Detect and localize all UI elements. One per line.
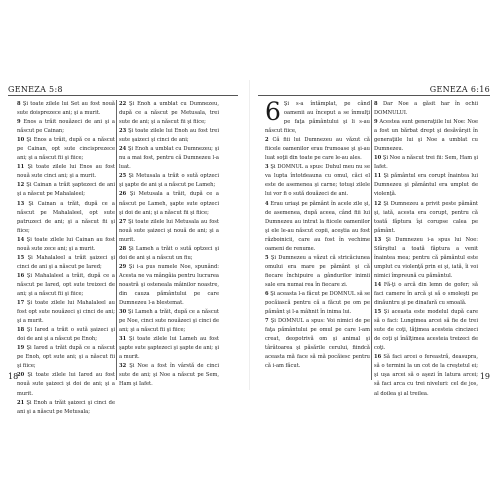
verse-text: Că fiii lui Dumnezeu au văzut că fiicele oamenilor erau frumoase şi şi-au luat soţii din toate pe care le-au ales.: [265, 137, 370, 162]
verse-number: 27: [119, 218, 127, 225]
verse: [119, 308, 219, 335]
verse: [374, 172, 478, 199]
verse: [119, 263, 219, 308]
verse-number: 32: [119, 363, 127, 370]
verse-number: 24: [119, 146, 127, 153]
verse: [17, 181, 115, 199]
verse-text: Şi Mahalaleel a trăit şaizeci şi cinci de ani şi a născut pe Iared;: [17, 254, 115, 270]
verse: [119, 218, 219, 245]
verse-text: Şi toate zilele lui Cainan au fost nouă sute zece ani; şi a murit.: [17, 236, 115, 252]
verse: [17, 299, 115, 326]
verse: [17, 399, 115, 417]
verse-text: Să faci arcei o fereastră, deasupra, să o termini la un cot de la creştetul ei; şi uşa arcei să o aşezi în latura arcei; să faci arca cu trei niveluri: cel de jos, al doilea şi al treilea.: [374, 354, 479, 397]
verse-text: Şi Lameh a trăit o sută optzeci şi doi de ani şi a născut un fiu;: [119, 245, 219, 261]
verse: [374, 308, 478, 353]
right-page: [250, 0, 500, 500]
verse-number: 18: [17, 327, 25, 334]
verse-text: Şi DOMNUL a spus: Voi nimici de pe faţa pământului pe omul pe care l-am creat, deopotrivă om şi animal şi târâtoarea şi păsările cerului, fiindcă aceasta mă face să mă pocăiesc pentru că i-am făcut.: [265, 318, 370, 370]
verse-number: 14: [374, 281, 382, 288]
verse-text: Şi Iared a trăit o sută şaizeci şi doi de ani şi a născut pe Enoh;: [17, 327, 115, 343]
verse-text: Şi Noe a născut trei fii: Sem, Ham şi Iafet.: [374, 155, 479, 171]
verse: [17, 326, 115, 344]
verse-text: Şi i-a pus numele Noe, spunând: Acesta ne va mângâia pentru lucrarea noastră şi osteneala mâinilor noastre, din cauza pământului pe care Dumnezeu l-a blestemat.: [119, 263, 219, 307]
verse-text: Şi Enoh a trăit şaizeci şi cinci de ani şi a născut pe Metusala;: [17, 399, 115, 415]
verse-number: 30: [119, 309, 127, 316]
verse-number: 2: [265, 137, 269, 144]
verse: [265, 200, 370, 254]
verse-number: 6: [265, 290, 269, 297]
verse-text: Şi Cainan a trăit şaptezeci de ani şi a născut pe Mahalaleel;: [17, 182, 116, 198]
verse-text: Şi toate zilele lui Enos au fost nouă sute cinci ani; şi a murit.: [17, 164, 115, 180]
verse-number: 13: [17, 200, 25, 207]
verse-text: Şi Metusala a trăit o sută optzeci şi şapte de ani şi a născut pe Lameh;: [119, 173, 220, 189]
verse-number: 3: [265, 164, 269, 171]
verse-text: Acestea sunt generaţiile lui Noe: Noe a fost un bărbat drept şi desăvârşit în generaţiile lui şi Noe a umblat cu Dumnezeu.: [374, 119, 479, 153]
verse-number: 29: [119, 263, 127, 270]
verse-number: 13: [374, 236, 382, 243]
verse-text: Şi toate zilele lui Lameh au fost şapte sute şaptezeci şi şapte de ani; şi a murit.: [119, 336, 219, 361]
verse: [119, 172, 219, 190]
verse-text: Şi toate zilele lui Metusala au fost nouă sute şaizeci şi nouă de ani; şi a murit.: [119, 218, 219, 243]
verse: [119, 100, 219, 127]
verse-number: 4: [265, 200, 269, 207]
verse-text: Şi Noe a fost în vârstă de cinci sute de ani; şi Noe a născut pe Sem, Ham şi Iafet.: [119, 363, 219, 388]
verse-text: Şi Cainan a trăit, după ce a născut pe Mahalaleel, opt sute patruzeci de ani; şi a născut fii şi fiice;: [17, 200, 115, 234]
verse: [374, 236, 478, 281]
verse: [119, 362, 219, 389]
verse-text: Şi toate zilele lui Set au fost nouă sute doisprezece ani; şi a murit.: [17, 101, 115, 117]
verse: [119, 190, 219, 217]
verse: [374, 353, 478, 398]
running-header: GENEZA 5:8: [8, 85, 63, 94]
verse-number: 25: [119, 173, 127, 180]
verse-number: 31: [119, 336, 127, 343]
verse-number: 12: [374, 200, 382, 207]
verse-text: Şi Enos a trăit, după ce a născut pe Cainan, opt sute cincisprezece ani; şi a născut fii şi fiice;: [17, 137, 115, 162]
verse-text: Fă-ţi o arcă din lemn de gofer; să faci camere în arcă şi să o smoleşti pe dinăuntru şi pe dinafară cu smoală.: [374, 281, 478, 307]
verse-text: Şi toate zilele lui Mahalaleel au fost opt sute nouăzeci şi cinci de ani; şi a murit.: [17, 300, 115, 325]
text-column-2: [119, 100, 220, 388]
verse: [17, 371, 115, 398]
verse-number: 22: [119, 101, 127, 107]
verse-text: Erau uriaşi pe pământ în acele zile şi, de asemenea, după aceea, când fiii lui Dumnezeu au intrat la fiicele oamenilor şi ele le-au născut copii, aceştia au fost războinicii, care au fost în vechime oameni de renume.: [265, 200, 370, 252]
verse-number: 28: [119, 245, 127, 252]
verse: [17, 118, 115, 136]
verse-number: 10: [17, 137, 25, 144]
verse: [374, 200, 478, 236]
verse-text: Şi s-a întâmplat, pe când oamenii au început a se înmulţi pe faţa pământului şi li s-au născut fiice,: [265, 101, 370, 135]
verse-number: 14: [17, 236, 25, 243]
text-column-1: [265, 97, 370, 385]
verse: [17, 344, 115, 371]
verse-text: Şi Metusala a trăit, după ce a născut pe Lameh, şapte sute optzeci şi doi de ani; şi a născut fii şi fiice;: [119, 191, 219, 216]
verse: [17, 163, 115, 181]
verse-text: Şi pământul era corupt înaintea lui Dumnezeu şi pământul era umplut de violenţă.: [374, 173, 478, 198]
verse-number: 11: [374, 173, 382, 180]
verse-number: 8: [374, 101, 378, 107]
verse-number: 12: [17, 182, 25, 189]
verse: [17, 254, 115, 272]
verse-number: 9: [17, 119, 21, 126]
verse-number: 21: [17, 399, 25, 406]
verse-text: Şi toate zilele lui Enoh au fost trei sute şaizeci şi cinci de ani;: [119, 128, 219, 144]
verse-number: 10: [374, 155, 382, 162]
verse: [119, 127, 219, 145]
verse-text: Şi Mahalaleel a trăit, după ce a născut pe Iared, opt sute treizeci de ani; şi a născut fii şi fiice;: [17, 272, 115, 297]
verse: [374, 100, 478, 118]
running-header: GENEZA 6:16: [429, 85, 490, 94]
verse: [17, 272, 115, 299]
verse-text: Şi Enoh a umblat cu Dumnezeu; şi nu a mai fost, pentru că Dumnezeu l-a luat.: [119, 146, 219, 171]
verse: [265, 290, 370, 317]
verse: [265, 136, 370, 163]
verse-number: 15: [17, 254, 25, 261]
page-number: 18: [8, 372, 19, 381]
verse-number: 26: [119, 191, 127, 198]
verse-number: 16: [17, 272, 25, 279]
verse-number: 8: [17, 101, 21, 107]
verse: [119, 145, 219, 172]
verse-number: 16: [374, 354, 382, 361]
page-number: 19: [479, 372, 490, 381]
verse: [119, 335, 219, 362]
verse: [17, 100, 115, 118]
verse: [17, 200, 115, 236]
verse-text: Şi Lameh a trăit, după ce a născut pe Noe, cinci sute nouăzeci şi cinci de ani; şi a născut fii şi fiice;: [119, 309, 219, 334]
verse-number: 15: [374, 309, 382, 316]
verse-text: Şi Dumnezeu a privit peste pământ şi, iată, acesta era corupt, pentru că toată făptura îşi corupse calea pe pământ.: [374, 200, 478, 234]
verse-number: 5: [265, 254, 269, 261]
verse-text: Dar Noe a găsit har în ochii DOMNULUI.: [374, 101, 478, 117]
verse-number: 17: [17, 300, 25, 307]
header-rule: [258, 95, 490, 96]
verse: [17, 236, 115, 254]
text-column-2: [374, 100, 479, 397]
verse-text: Şi aceasta este modelul după care să o faci: Lungimea arcei să fie de trei sute de coţi, lăţimea acesteia cincizeci de coţi şi înălţimea acesteia treizeci de coţi.: [374, 309, 479, 352]
column-divider: [116, 100, 117, 380]
verse-number: 23: [119, 128, 127, 135]
verse-text: Şi Iared a trăit după ce a născut pe Enoh, opt sute ani; şi a născut fii şi fiice;: [17, 345, 115, 370]
verse: [374, 154, 478, 172]
verse: [374, 281, 478, 308]
chapter-number: 6: [265, 97, 281, 126]
verse-number: 7: [265, 318, 269, 325]
verse: [119, 245, 219, 263]
verse: [265, 317, 370, 371]
verse: [17, 136, 115, 163]
verse: [374, 118, 478, 154]
column-divider: [371, 100, 372, 380]
text-column-1: [17, 100, 116, 415]
verse-number: 9: [374, 119, 378, 126]
verse: [265, 254, 370, 290]
verse-text: Şi Dumnezeu a văzut că stricăciunea omului era mare pe pământ şi că fiecare închipuire a gândurilor inimii sale era numai rea în fiecare zi.: [265, 254, 370, 288]
verse-text: Enos a trăit nouăzeci de ani şi a născut pe Cainan;: [17, 119, 115, 135]
header-rule: [8, 95, 238, 96]
verse-number: 20: [17, 372, 25, 379]
verse-text: Şi DOMNUL a spus: Duhul meu nu se va lupta întotdeauna cu omul, căci el este de asemenea şi carne; totuşi zilele lui vor fi o sută douăzeci de ani.: [265, 164, 370, 198]
verse: [265, 163, 370, 199]
verse-text: Şi toate zilele lui Iared au fost nouă sute şaizeci şi doi de ani; şi a murit.: [17, 372, 115, 397]
verse-number: 11: [17, 164, 25, 171]
verse-text: Şi Enoh a umblat cu Dumnezeu, după ce a născut pe Metusala, trei sute de ani; şi a născut fii şi fiice;: [119, 101, 219, 126]
verse-text: Şi Dumnezeu i-a spus lui Noe: Sfârşitul a toată făptura a venit înaintea mea; pentru că pământul este umplut cu violenţă prin ei şi, iată, îi voi nimici împreună cu pământul.: [374, 236, 478, 279]
verse-text: Şi aceasta l-a făcut pe DOMNUL să se pocăiască pentru că a făcut pe om pe pământ şi l-a mâhnit în inima lui.: [265, 290, 370, 316]
verse-number: 19: [17, 345, 25, 352]
